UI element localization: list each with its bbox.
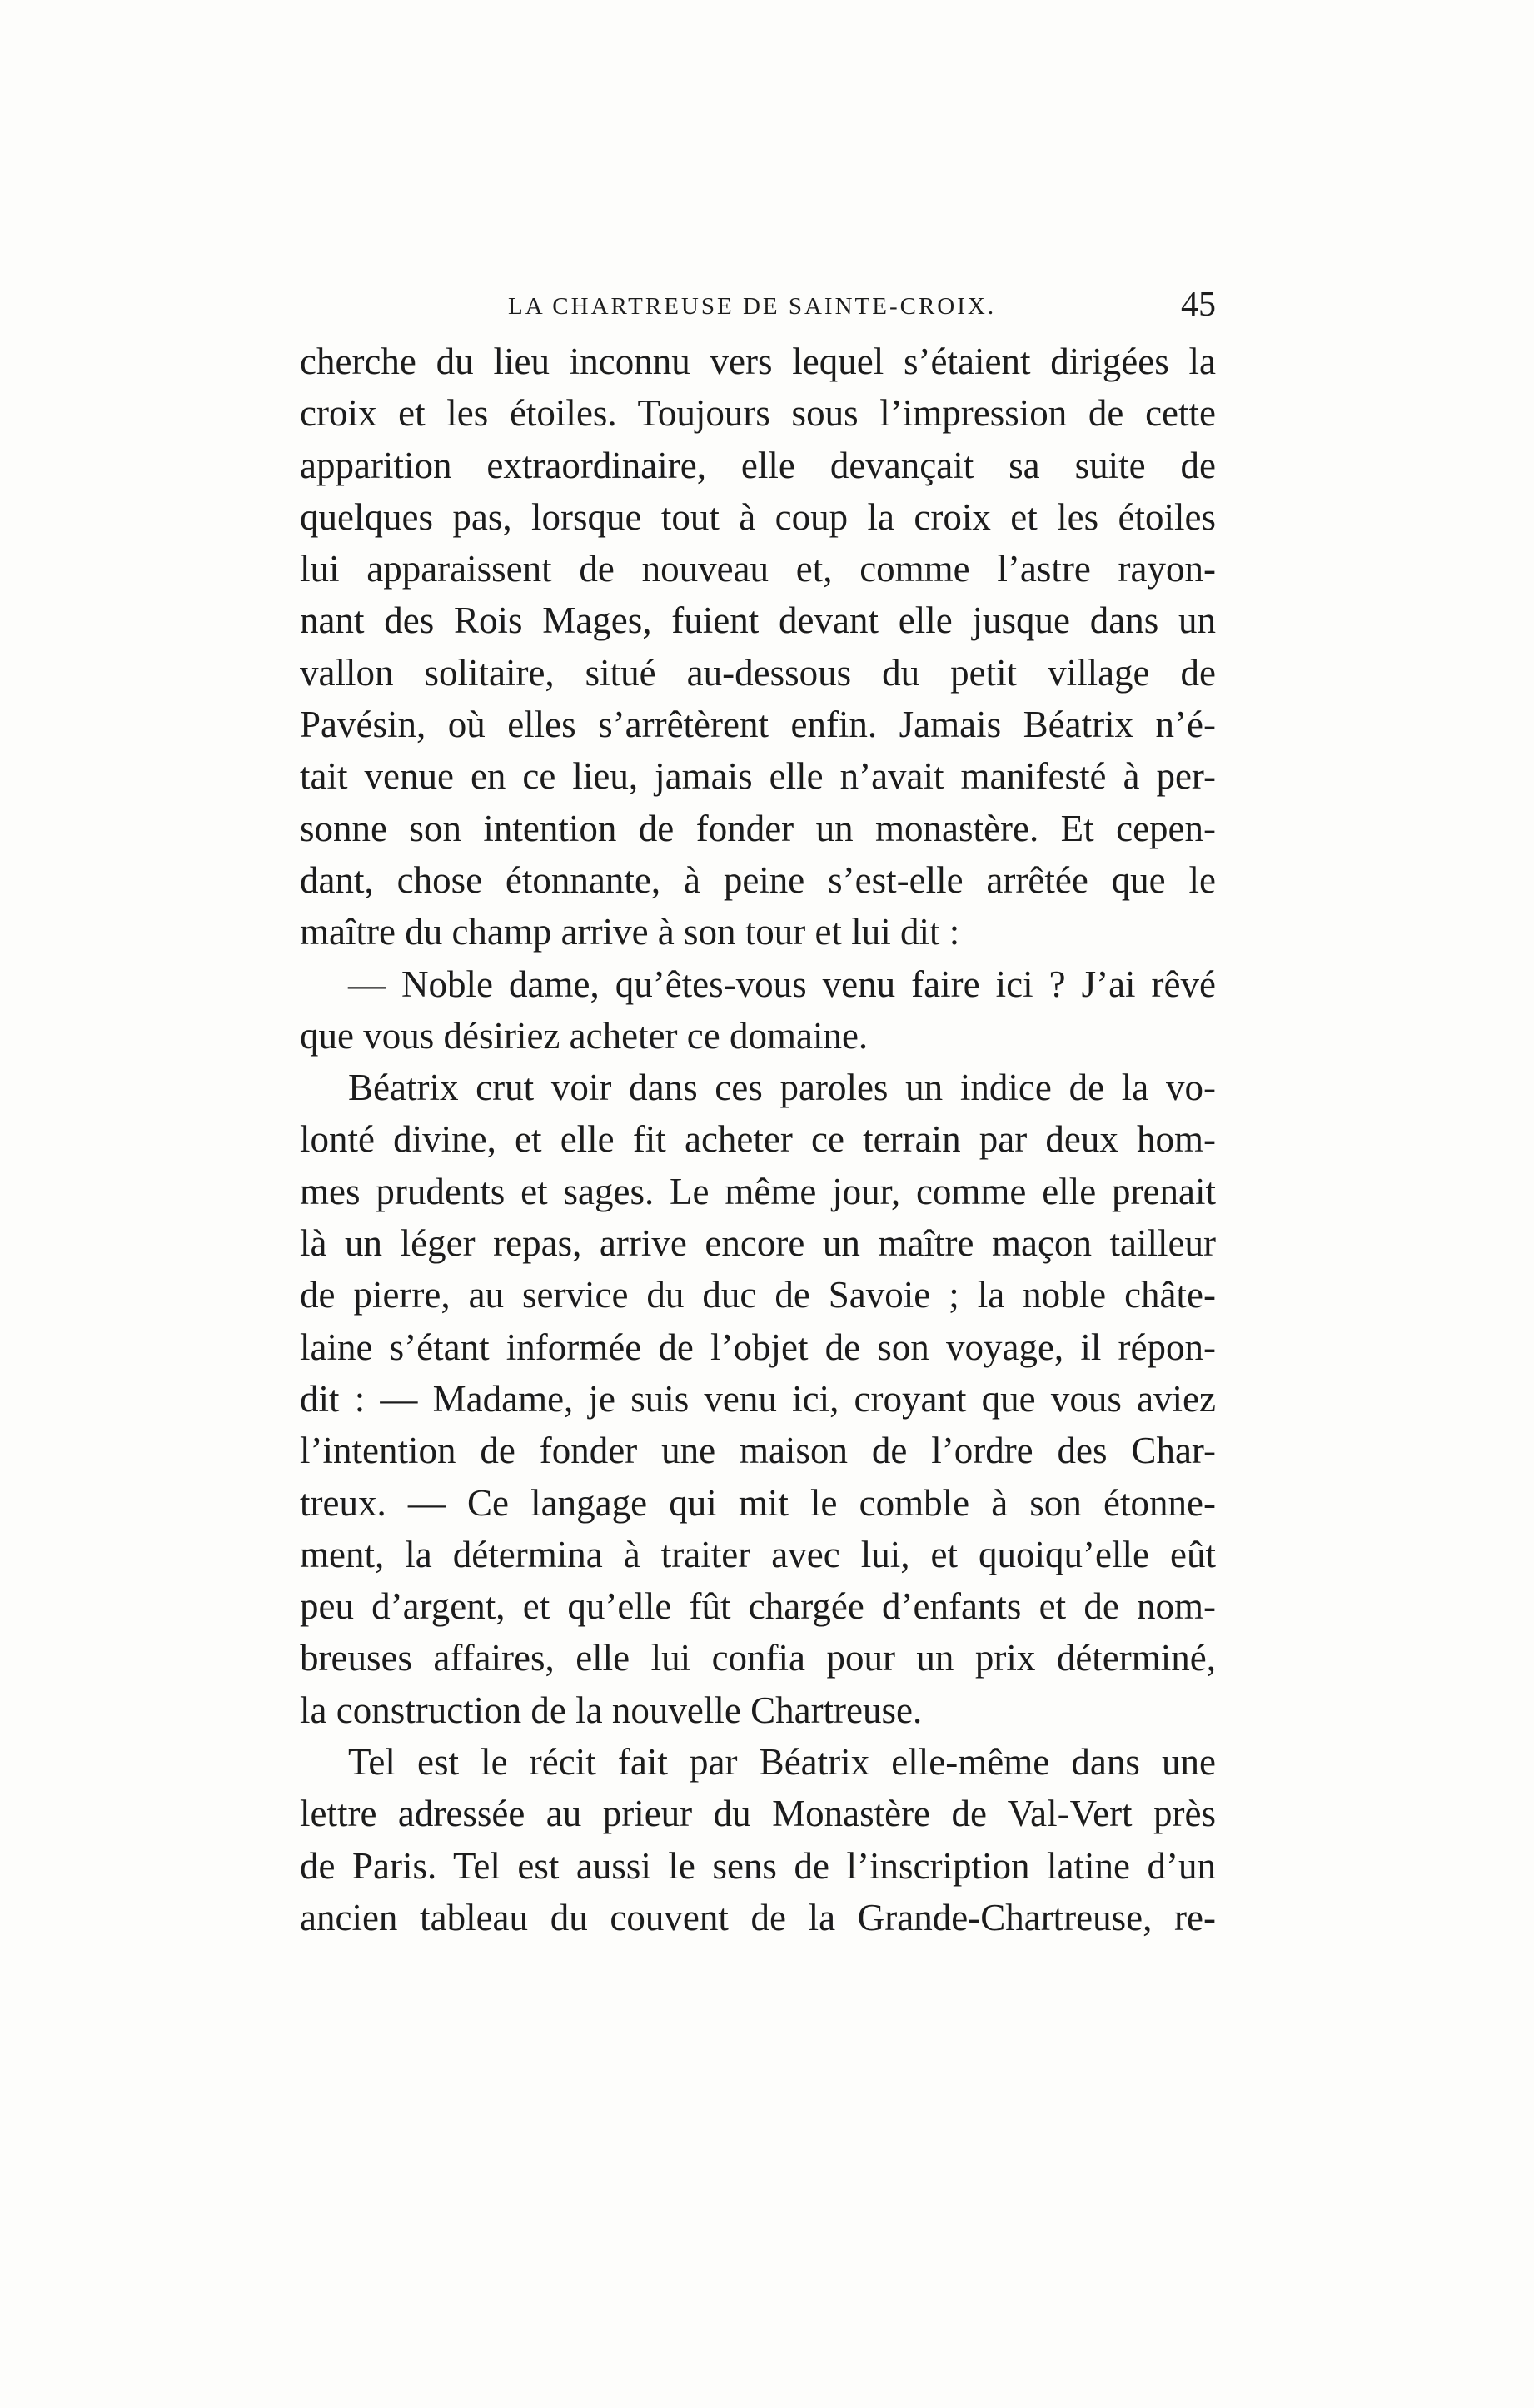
text-line: apparition extraordinaire, elle devançait sa suite de xyxy=(300,444,1216,486)
text-line: tait venue en ce lieu, jamais elle n’avait manifesté à per- xyxy=(300,755,1216,798)
text-line: vallon solitaire, situé au-dessous du petit village de xyxy=(300,651,1216,694)
text-line: mes prudents et sages. Le même jour, comme elle prenait xyxy=(300,1170,1216,1212)
text-line: ment, la détermina à traiter avec lui, et quoiqu’elle eût xyxy=(300,1533,1216,1575)
text-line: sonne son intention de fonder un monastère. Et cepen- xyxy=(300,807,1216,849)
text-line: Pavésin, où elles s’arrêtèrent enfin. Jamais Béatrix n’é- xyxy=(300,704,1216,746)
text-line: croix et les étoiles. Toujours sous l’impression de cette xyxy=(300,392,1216,435)
text-line: maître du champ arrive à son tour et lui dit : xyxy=(300,911,960,953)
text-line: l’intention de fonder une maison de l’ordre des Char- xyxy=(300,1430,1216,1472)
text-line: là un léger repas, arrive encore un maître maçon tailleur xyxy=(300,1222,1216,1265)
text-line: lettre adressée au prieur du Monastère de Val-Vert près xyxy=(300,1793,1216,1835)
text-line: que vous désiriez acheter ce domaine. xyxy=(300,1014,869,1057)
page-number: 45 xyxy=(1181,286,1216,324)
paragraph-start-line: Béatrix crut voir dans ces paroles un indice de la vo- xyxy=(348,1067,1216,1109)
body-text xyxy=(300,336,1216,1943)
paragraph-start-line: Tel est le récit fait par Béatrix elle-même dans une xyxy=(348,1741,1216,1784)
text-line: breuses affaires, elle lui confia pour un prix déterminé, xyxy=(300,1637,1216,1679)
text-line: treux. — Ce langage qui mit le comble à son étonne- xyxy=(300,1481,1216,1524)
text-line: de pierre, au service du duc de Savoie ; la noble châte- xyxy=(300,1274,1216,1316)
text-line: cherche du lieu inconnu vers lequel s’étaient dirigées la xyxy=(300,341,1216,382)
text-line: dant, chose étonnante, à peine s’est-elle arrêtée que le xyxy=(300,858,1216,901)
running-title: LA CHARTREUSE DE SAINTE-CROIX. xyxy=(508,293,997,320)
text-line: dit : — Madame, je suis venu ici, croyant que vous aviez xyxy=(300,1377,1216,1420)
text-line: quelques pas, lorsque tout à coup la croix et les étoiles xyxy=(300,495,1216,538)
text-line: peu d’argent, et qu’elle fût chargée d’enfants et de nom- xyxy=(300,1585,1216,1628)
text-line: la construction de la nouvelle Chartreuse. xyxy=(300,1689,923,1731)
text-line: nant des Rois Mages, fuient devant elle jusque dans un xyxy=(300,600,1216,642)
text-line: ancien tableau du couvent de la Grande-Chartreuse, re- xyxy=(300,1896,1216,1938)
text-line: lonté divine, et elle fit acheter ce terrain par deux hom- xyxy=(300,1118,1216,1161)
text-line: de Paris. Tel est aussi le sens de l’inscription latine d’un xyxy=(300,1844,1216,1887)
text-line: lui apparaissent de nouveau et, comme l’astre rayon- xyxy=(300,548,1216,590)
dialogue-line: — Noble dame, qu’êtes-vous venu faire ici ? J’ai rêvé xyxy=(348,963,1216,1005)
text-line: laine s’étant informée de l’objet de son voyage, il répon- xyxy=(300,1326,1216,1368)
